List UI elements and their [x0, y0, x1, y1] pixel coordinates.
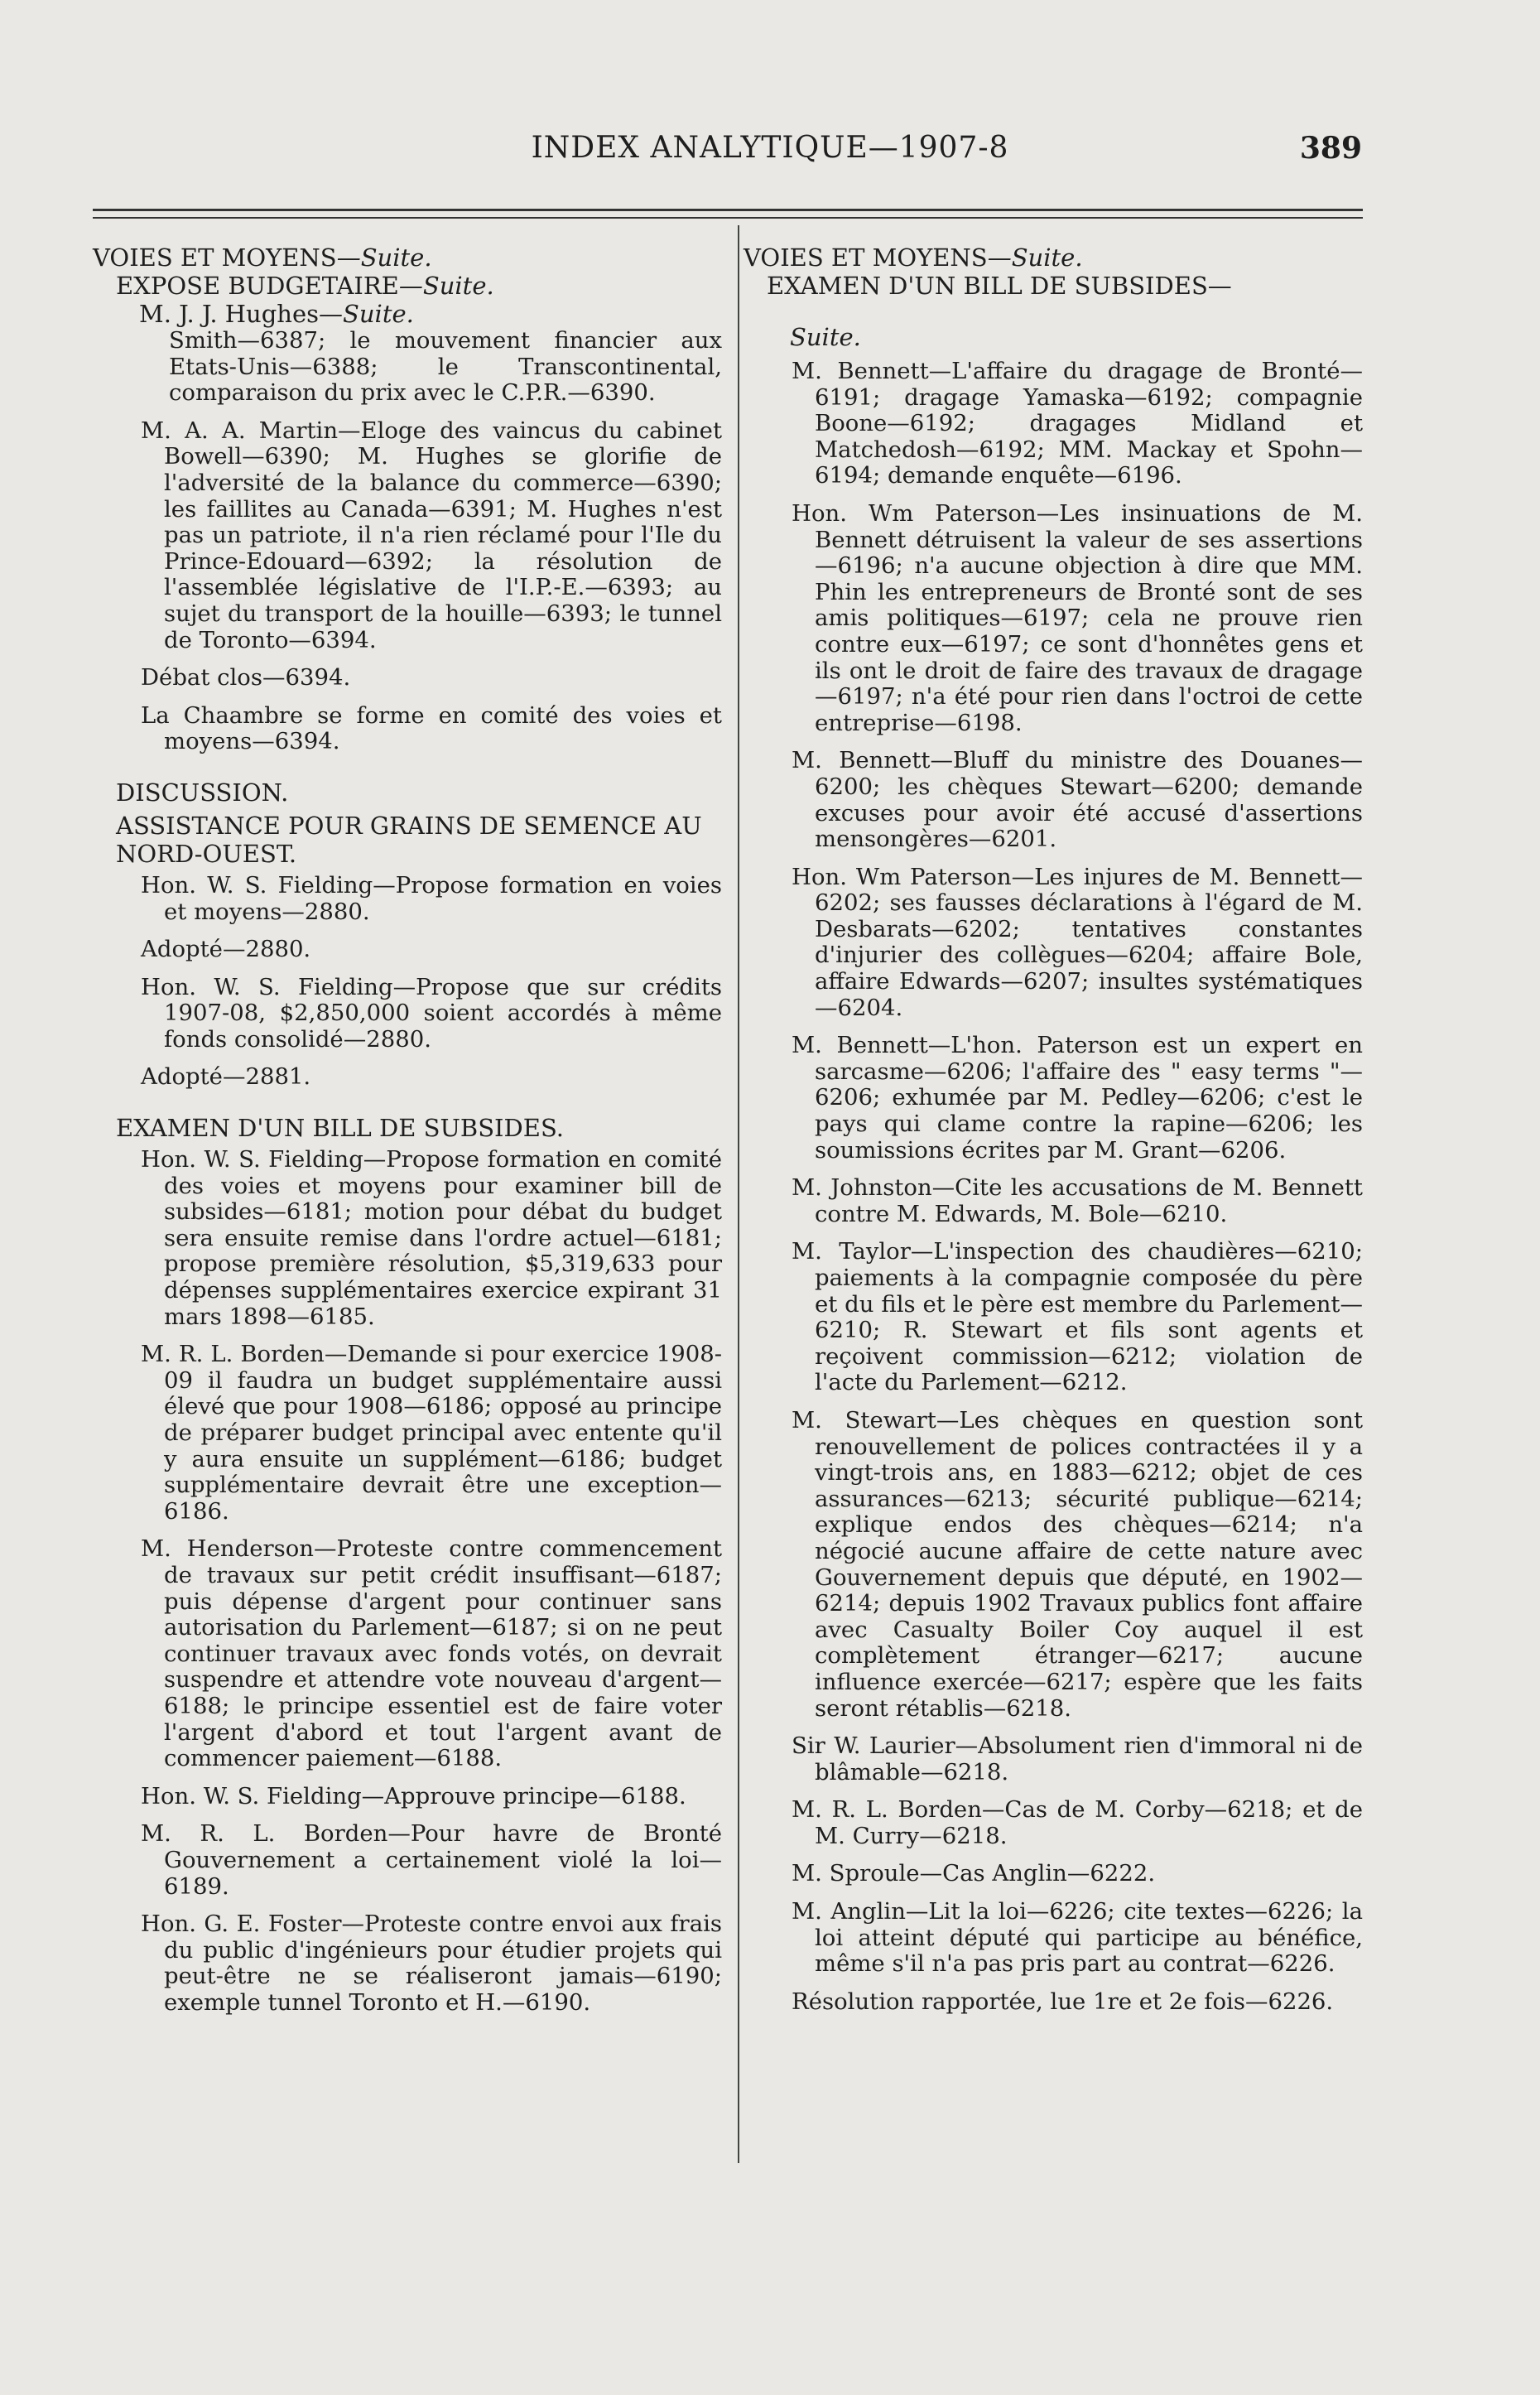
suite-label: —Suite.	[987, 243, 1083, 272]
suite-label: —Suite.	[319, 300, 414, 328]
index-entry: La Chaambre se forme en comité des voies et moyens—6394.	[141, 701, 722, 755]
page-number: 389	[1299, 131, 1362, 166]
left-column	[93, 243, 722, 2027]
discussion-heading: DISCUSSION.	[116, 778, 289, 807]
index-entry: Sir W. Laurier—Absolument rien d'immoral ni de blâmable—6218.	[792, 1732, 1363, 1785]
running-title: INDEX ANALYTIQUE—1907-8	[531, 131, 1009, 165]
index-entry: Hon. G. E. Foster—Proteste contre envoi aux frais du public d'ingénieurs pour étudier projets qui peut-être ne se réaliseront jamais—6190; exemple tunnel Toronto et H.—6190.	[141, 1911, 722, 2016]
index-entry: Hon. W. S. Fielding—Approuve principe—6188.	[141, 1782, 686, 1810]
index-entry: M. Taylor—L'inspection des chaudières—6210; paiements à la compagnie composée du père et du fils et le père est membre du Parlement—6210; R. Stewart et fils sont agents et reçoivent commission—6212; violation de l'acte du Parlement—6212.	[792, 1238, 1363, 1396]
index-entry: Hon. Wm Paterson—Les insinuations de M. Bennett détruisent la valeur de ses assertions—6196; n'a aucune objection à dire que MM. Phin les entrepreneurs de Bronté sont de ses amis politiques—6197; cela ne prouve rien contre eux—6197; ce sont d'honnêtes gens et ils ont le droit de faire des travaux de dragage—6197; n'a été pour rien dans l'octroi de cette entreprise—6198.	[792, 499, 1363, 736]
index-entry: M. Sproule—Cas Anglin—6222.	[792, 1860, 1156, 1887]
index-entry: M. A. A. Martin—Eloge des vaincus du cabinet Bowell—6390; M. Hughes se glorifie de l'adversité de la balance du commerce—6390; les faillites au Canada—6391; M. Hughes n'est pas un patriote, il n'a rien réclamé pour l'Ile du Prince-Edouard—6392; la résolution de l'assemblée législative de l'I.P.-E.—6393; au sujet du transport de la houille—6393; le tunnel de Toronto—6394.	[141, 417, 722, 653]
index-entry: M. Henderson—Proteste contre commencement de travaux sur petit crédit insuffisant—6187; puis dépense d'argent pour continuer sans autorisation du Parlement—6187; si on ne peut continuer travaux avec fonds votés, on devrait suspendre et attendre vote nouveau d'argent—6188; le principe essentiel est de faire voter l'argent d'abord et tout l'argent avant de commencer paiement—6188.	[141, 1535, 722, 1772]
index-entry: Hon. W. S. Fielding—Propose que sur crédits 1907-08, $2,850,000 soient accordés à même fonds consolidé—2880.	[141, 973, 722, 1053]
examen-heading: EXAMEN D'UN BILL DE SUBSIDES.	[116, 1114, 564, 1143]
speaker-heading	[93, 300, 722, 328]
header-rule-top	[93, 209, 1363, 211]
index-entry: Hon. W. S. Fielding—Propose formation en voies et moyens—2880.	[141, 871, 722, 925]
heading-text: EXPOSE BUDGETAIRE	[116, 272, 399, 300]
column-divider	[738, 225, 739, 2163]
index-entry: M. Anglin—Lit la loi—6226; cite textes—6226; la loi atteint député qui participe au bénéfice, même s'il n'a pas pris part au contrat—6226.	[792, 1898, 1363, 1978]
index-entry: Hon. W. S. Fielding—Propose formation en comité des voies et moyens pour examiner bill de subsides—6181; motion pour débat du budget sera ensuite remise dans l'ordre actuel—6181; propose première résolution, $5,319,633 pour dépenses supplémentaires exercice expirant 31 mars 1898—6185.	[141, 1146, 722, 1330]
heading-text: VOIES ET MOYENS	[93, 243, 337, 272]
index-entry: M. Bennett—L'affaire du dragage de Bronté—6191; dragage Yamaska—6192; compagnie Boone—6192; dragages Midland et Matchedosh—6192; MM. Mackay et Spohn—6194; demande enquête—6196.	[792, 358, 1363, 489]
index-entry: Smith—6387; le mouvement financier aux Etats-Unis—6388; le Transcontinental, comparaison du prix avec le C.P.R.—6390.	[169, 327, 722, 407]
suite-label: Suite.	[790, 323, 861, 351]
suite-label: —Suite.	[336, 243, 432, 272]
index-entry: M. R. L. Borden—Cas de M. Corby—6218; et de M. Curry—6218.	[792, 1796, 1363, 1849]
section-heading	[93, 243, 722, 272]
heading-text: VOIES ET MOYENS	[744, 243, 988, 272]
index-entry: M. Bennett—Bluff du ministre des Douanes—6200; les chèques Stewart—6200; demande excuses pour avoir été accusé d'assertions mensongères—6201.	[792, 747, 1363, 853]
index-entry: Résolution rapportée, lue 1re et 2e fois—6226.	[792, 1988, 1334, 2015]
heading-text: M. J. J. Hughes	[139, 300, 320, 328]
index-entry: Débat clos—6394.	[141, 664, 351, 692]
section-heading	[744, 243, 1363, 272]
index-entry: Hon. Wm Paterson—Les injures de M. Bennett—6202; ses fausses déclarations à l'égard de M. Desbarats—6202; tentatives constantes d'injurier des collègues—6204; affaire Bole, affaire Edwards—6207; insultes systématiques—6204.	[792, 863, 1363, 1021]
index-entry: M. R. L. Borden—Demande si pour exercice 1908-09 il faudra un budget supplémentaire aussi élevé que pour 1908—6186; opposé au principe de préparer budget principal avec entente qu'il y aura ensuite un supplément—6186; budget supplémentaire devrait être une exception—6186.	[141, 1341, 722, 1525]
subsection-heading	[93, 272, 722, 300]
index-entry: Adopté—2881.	[141, 1063, 311, 1091]
assistance-heading: ASSISTANCE POUR GRAINS DE SEMENCE AU NORD-OUEST.	[116, 811, 702, 868]
index-entry: Adopté—2880.	[141, 936, 311, 963]
index-entry: M. Bennett—L'hon. Paterson est un expert en sarcasme—6206; l'affaire des " easy terms "—6206; exhumée par M. Pedley—6206; c'est le pays qui clame contre la rapine—6206; les soumissions écrites par M. Grant—6206.	[792, 1032, 1363, 1164]
suite-label: —Suite.	[398, 272, 494, 300]
index-entry: M. R. L. Borden—Pour havre de Bronté Gouvernement a certainement violé la loi—6189.	[141, 1820, 722, 1900]
page-header	[0, 131, 1540, 177]
right-column	[744, 243, 1363, 2026]
header-rule-bottom	[93, 217, 1363, 219]
subsection-heading: EXAMEN D'UN BILL DE SUBSIDES—	[767, 272, 1232, 300]
index-entry: M. Johnston—Cite les accusations de M. Bennett contre M. Edwards, M. Bole—6210.	[792, 1174, 1363, 1227]
index-entry: M. Stewart—Les chèques en question sont renouvellement de polices contractées il y a vingt-trois ans, en 1883—6212; objet de ces assurances—6213; sécurité publique—6214; explique endos des chèques—6214; n'a négocié aucune affaire de cette nature avec Gouvernement depuis que député, en 1902—6214; depuis 1902 Travaux publics font affaire avec Casualty Boiler Coy auquel il est complètement étranger—6217; aucune influence exercée—6217; espère que les faits seront rétablis—6218.	[792, 1406, 1363, 1722]
